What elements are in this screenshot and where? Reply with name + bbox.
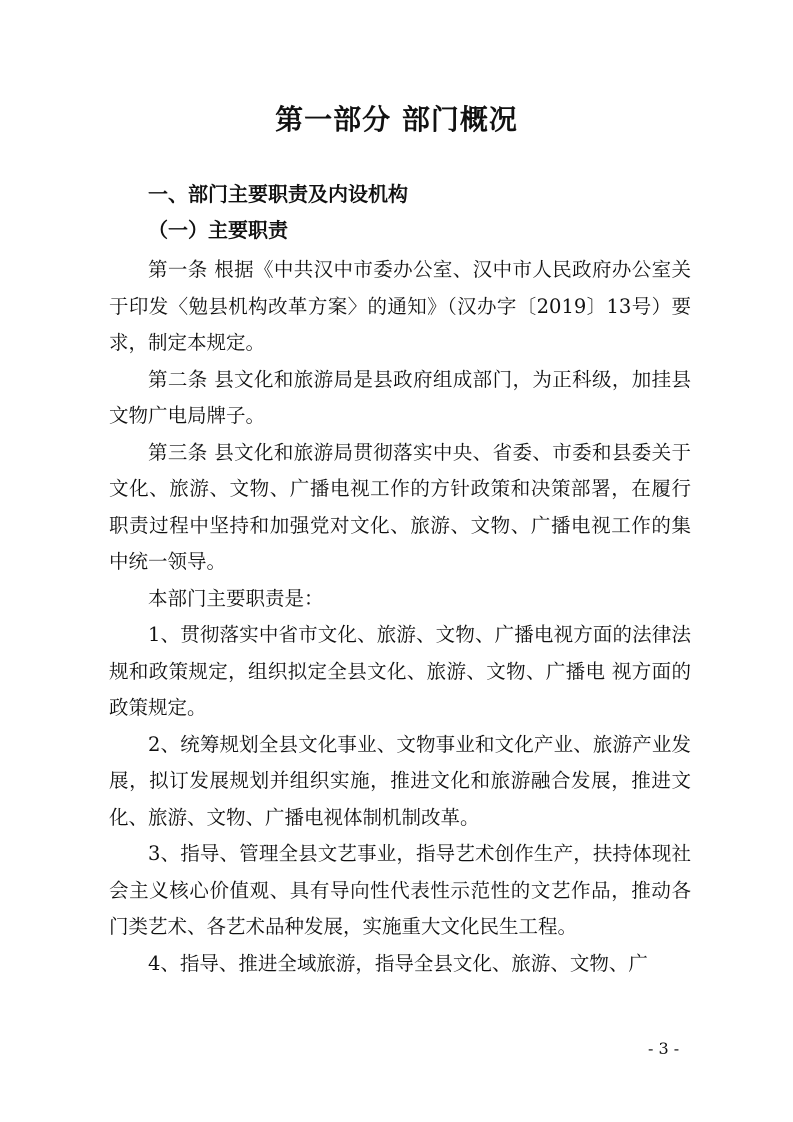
paragraph-duty-2: 2、统筹规划全县文化事业、文物事业和文化产业、旅游产业发展，拟订发展规划并组织实施，推进文化和旅游融合发展，推进文化、旅游、文物、广播电视体制机制改革。 — [109, 732, 691, 829]
paragraph-duty-4: 4、指导、推进全域旅游，指导全县文化、旅游、文物、广 — [148, 951, 648, 975]
paragraph-article-1: 第一条 根据《中共汉中市委办公室、汉中市人民政府办公室关于印发〈勉县机构改革方案〉的通知》（汉办字〔2019〕13号）要求，制定本规定。 — [109, 258, 691, 354]
page-title: 第一部分 部门概况 — [275, 103, 518, 136]
paragraph-duty-3: 3、指导、管理全县文艺事业，指导艺术创作生产，扶持体现社会主义核心价值观、具有导向性代表性示范性的文艺作品，推动各门类艺术、各艺术品种发展，实施重大文化民生工程。 — [109, 842, 691, 938]
paragraph-duty-1: 1、贯彻落实中省市文化、旅游、文物、广播电视方面的法律法规和政策规定，组织拟定全县文化、旅游、文物、广播电 视方面的政策规定。 — [109, 623, 691, 719]
section-heading: 一、部门主要职责及内设机构 — [148, 182, 408, 206]
body-text — [109, 252, 691, 982]
paragraph-duties-intro: 本部门主要职责是： — [148, 586, 324, 610]
paragraph-article-2: 第二条 县文化和旅游局是县政府组成部门，为正科级，加挂县文物广电局牌子。 — [109, 367, 691, 427]
paragraph-article-3: 第三条 县文化和旅游局贯彻落实中央、省委、市委和县委关于文化、旅游、文物、广播电视工作的方针政策和决策部署，在履行职责过程中坚持和加强党对文化、旅游、文物、广播电视工作的集中统一领导。 — [109, 440, 691, 573]
page-number: - 3 - — [648, 1039, 680, 1058]
sub-heading: （一）主要职责 — [148, 218, 288, 242]
